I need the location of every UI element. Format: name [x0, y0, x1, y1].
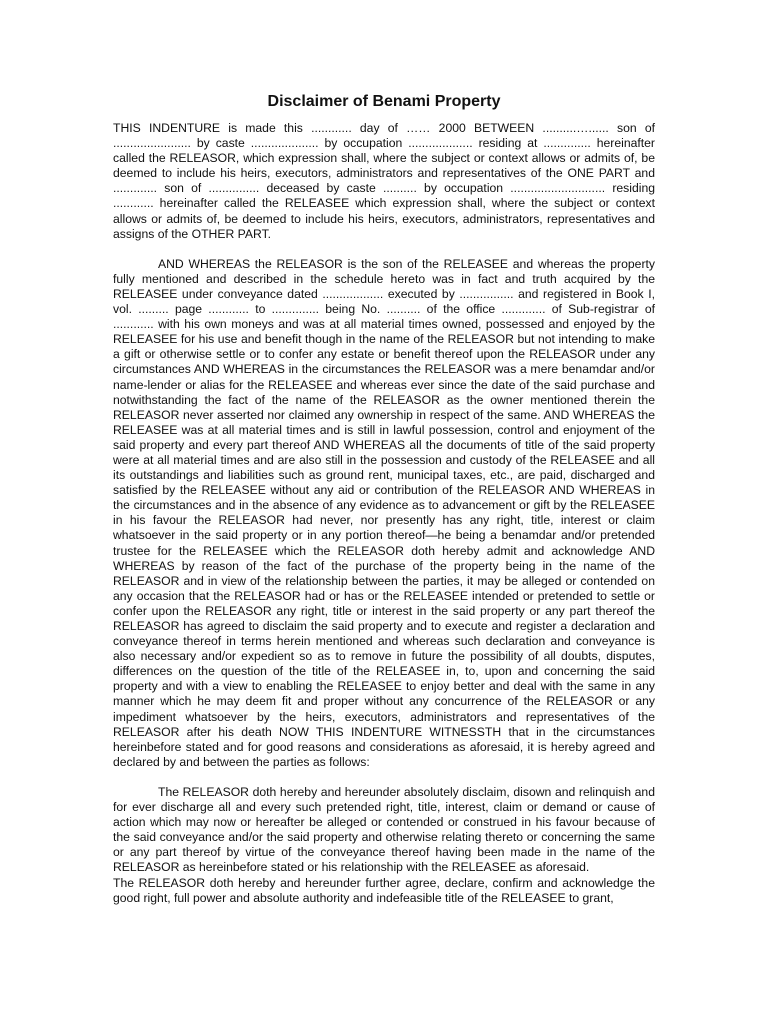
document-body	[113, 92, 655, 906]
paragraph-parties: THIS INDENTURE is made this ............ day of …… 2000 BETWEEN ..........…...... son of ....................... by caste .................... by occupation ................... residing at .............. hereinafter called the RELEASOR, which expression shall, where the subject or context allows or admits of, be deemed to include his heirs, executors, administrators and representatives of the ONE PART and ............. son of ............... deceased by caste .......... by occupation ............................ residing ............ hereinafter called the RELEASEE which expression shall, where the subject or context allows or admits of, be deemed to include his heirs, executors, administrators, representatives and assigns of the OTHER PART.	[113, 121, 655, 241]
document-title: Disclaimer of Benami Property	[267, 93, 501, 110]
paragraph-disclaimer: The RELEASOR doth hereby and hereunder absolutely disclaim, disown and relinquish and for ever discharge all and every such pretended right, title, interest, claim or demand or cause of action which may now or hereafter be alleged or contended or construed in his favour because of the said conveyance and/or the said property and otherwise relating thereto or concerning the same or any part thereof by virtue of the conveyance thereof having been made in the name of the RELEASOR as hereinbefore stated or his relationship with the RELEASEE as aforesaid.	[113, 784, 655, 875]
paragraph-recitals: AND WHEREAS the RELEASOR is the son of the RELEASEE and whereas the property fully mentioned and described in the schedule hereto was in fact and truth acquired by the RELEASEE under conveyance dated .................. executed by ................ and registered in Book I, vol. ......... page ............ to .............. being No. .......... of the office ............. of Sub-registrar of ............ with his own moneys and was at all material times owned, possessed and enjoyed by the RELEASEE for his use and benefit though in the name of the RELEASOR but not intending to make a gift or otherwise settle or to confer any estate or benefit thereof upon the RELEASOR under any circumstances AND WHEREAS in the circumstances the RELEASOR was a mere benamdar and/or name-lender or alias for the RELEASEE and whereas ever since the date of the said purchase and notwithstanding the fact of the name of the RELEASOR as the owner mentioned therein the RELEASOR never asserted nor claimed any ownership in respect of the same. AND WHEREAS the RELEASEE was at all material times and is still in lawful possession, control and enjoyment of the said property and every part thereof AND WHEREAS all the documents of title of the said property were at all material times and are also still in the possession and custody of the RELEASEE and all its outstandings and liabilities such as ground rent, municipal taxes, etc., are paid, discharged and satisfied by the RELEASEE without any aid or contribution of the RELEASOR AND WHEREAS in the circumstances and in the absence of any evidence as to advancement or gift by the RELEASEE in his favour the RELEASOR had never, nor presently has any right, title, interest or claim whatsoever in the said property or in any portion thereof—he being a benamdar and/or pretended trustee for the RELEASEE which the RELEASOR doth hereby admit and acknowledge AND WHEREAS by reason of the fact of the purchase of the property being in the name of the RELEASOR and in view of the relationship between the parties, it may be alleged or contended on any occasion that the RELEASOR had or has or the RELEASEE intended or pretended to settle or confer upon the RELEASOR any right, title or interest in the said property or any part thereof the RELEASOR has agreed to disclaim the said property and to execute and register a declaration and conveyance thereof in terms herein mentioned and whereas such declaration and conveyance is also necessary and/or expedient so as to remove in future the possibility of all doubts, disputes, differences on the question of the title of the RELEASEE in, to, upon and concerning the said property and with a view to enabling the RELEASEE to enjoy better and deal with the same in any manner which he may deem fit and proper without any concurrence of the RELEASOR or any impediment whatsoever by the heirs, executors, administrators and representatives of the RELEASOR after his death NOW THIS INDENTURE WITNESSTH that in the circumstances hereinbefore stated and for good reasons and considerations as aforesaid, it is hereby agreed and declared by and between the parties as follows:	[113, 256, 655, 769]
paragraph-acknowledgement: The RELEASOR doth hereby and hereunder further agree, declare, confirm and acknowledge the good right, full power and absolute authority and indefeasible title of the RELEASEE to grant,	[113, 875, 655, 905]
